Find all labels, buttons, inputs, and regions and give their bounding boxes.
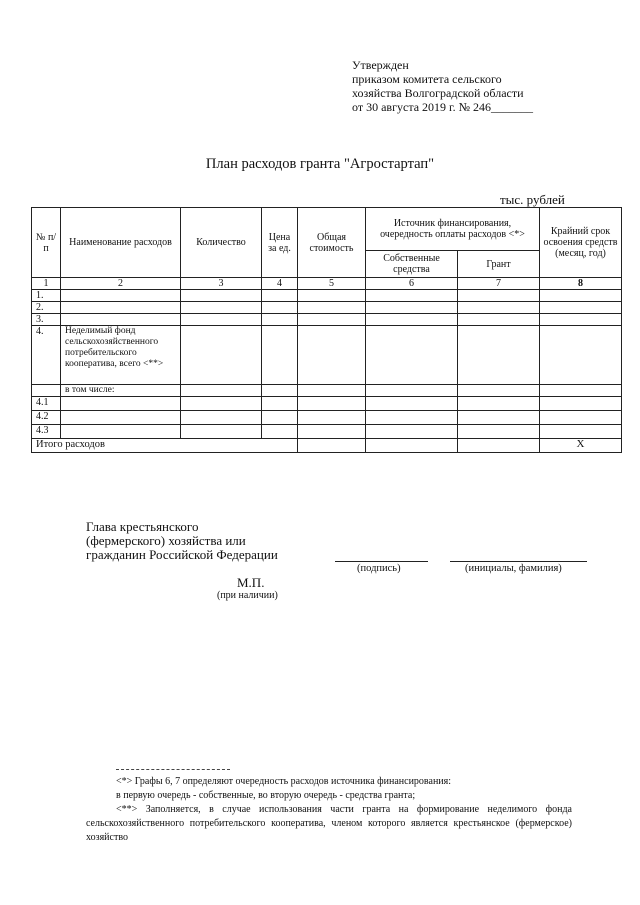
footnote-1-cont: в первую очередь - собственные, во вторую очередь - средства гранта; [116,790,416,801]
header-deadline: Крайний срок освоения средств (месяц, год) [540,208,622,278]
row-name [61,290,181,302]
name-line [450,561,587,562]
column-number: 2 [61,278,181,290]
header-price: Цена за ед. [262,208,298,278]
signatory-line-3: гражданин Российской Федерации [86,547,278,562]
footnote-2: <**> Заполняется, в случае использования части гранта на формирование неделимого фонда сельскохозяйственного потребительского кооператива, членом которого является крестьянское (фермерское) хозяйство [86,804,572,843]
signature-caption: (подпись) [357,563,401,574]
header-name: Наименование расходов [61,208,181,278]
seal-note: (при наличии) [217,590,278,601]
row-number: 1. [32,290,61,302]
column-number: 3 [181,278,262,290]
row-number: 4.1 [32,397,61,411]
name-caption: (инициалы, фамилия) [465,563,562,574]
row-number: 4.2 [32,411,61,425]
footnotes [86,775,572,845]
row-number [32,385,61,397]
table-row [32,385,622,397]
table-row [32,314,622,326]
signatory-line-2: (фермерского) хозяйства или [86,533,246,548]
row-name [61,314,181,326]
total-row [32,439,622,453]
row-name [61,411,181,425]
header-qty: Количество [181,208,262,278]
row-name: Неделимый фонд сельскохозяйственного потребительского кооператива, всего <**> [61,326,181,385]
row-name: в том числе: [61,385,181,397]
column-number: 5 [298,278,366,290]
table-row [32,302,622,314]
footnote-1: <*> Графы 6, 7 определяют очередность расходов источника финансирования: [116,776,452,787]
document-title: План расходов гранта "Агростартап" [205,156,435,172]
header-total: Общая стоимость [298,208,366,278]
column-number: 7 [458,278,540,290]
total-deadline: X [540,439,622,453]
column-number: 1 [32,278,61,290]
header-num: № п/п [32,208,61,278]
approval-line-2: приказом комитета сельского [352,72,502,86]
footnote-divider [116,769,230,770]
header-source: Источник финансирования, очередность оплаты расходов <*> [366,208,540,251]
row-number: 4. [32,326,61,385]
column-number: 6 [366,278,458,290]
units-label: тыс. рублей [500,192,565,207]
table-row [32,425,622,439]
seal-placeholder: М.П. [237,575,265,590]
row-number: 2. [32,302,61,314]
approval-stamp [352,58,612,114]
signatory-title [86,520,278,562]
approval-line-4: от 30 августа 2019 г. № 246_______ [352,100,534,114]
row-name [61,397,181,411]
table-row [32,411,622,425]
row-name [61,425,181,439]
total-label: Итого расходов [32,439,298,453]
table-row [32,326,622,385]
column-numbers-row [32,278,622,290]
approval-line-3: хозяйства Волгоградской области [352,86,524,100]
signatory-line-1: Глава крестьянского [86,519,199,534]
row-name [61,302,181,314]
column-number: 4 [262,278,298,290]
table-row [32,397,622,411]
header-own: Собственные средства [366,251,458,278]
row-number: 4.3 [32,425,61,439]
expense-plan-table [31,207,622,453]
table-row [32,290,622,302]
approval-line-1: Утвержден [352,58,409,72]
column-number: 8 [540,278,622,290]
row-number: 3. [32,314,61,326]
signature-line [335,561,428,562]
header-grant: Грант [458,251,540,278]
